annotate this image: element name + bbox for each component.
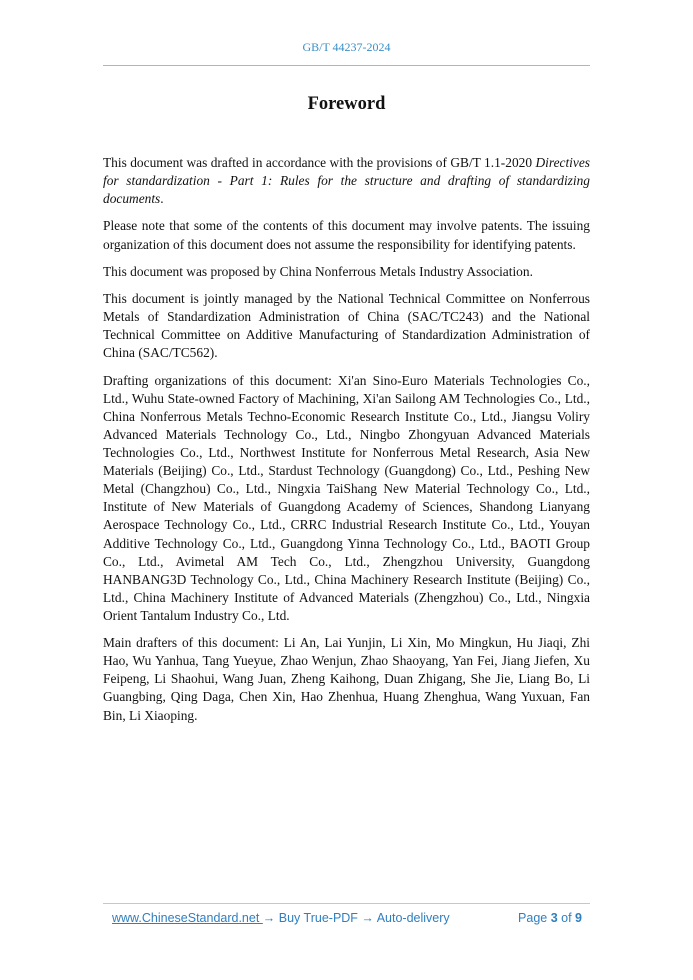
page-number: 3 [550,911,558,925]
page-total: 9 [575,911,582,925]
page-label: Page [518,911,551,925]
footer [112,911,582,925]
directive-title: Directives for standardization - Part 1: Rules for the structure and drafting of standardizing documents [103,155,590,207]
header-divider [103,65,590,66]
of-label: of [557,911,576,925]
paragraph-drafting-basis [103,154,590,208]
paragraph-proposed-by: This document was proposed by China Nonferrous Metals Industry Association. [103,263,533,279]
document-code-header: GB/T 44237-2024 [302,40,391,54]
text: This document was drafted in accordance with the provisions of GB/T 1.1-2020 [103,155,536,170]
paragraph-drafting-organizations: Drafting organizations of this document: Xi'an Sino-Euro Materials Technologies Co., Ltd., Wuhu State-owned Factory of Machining, Xi'an Sailong AM Technologies Co., Ltd., China Nonferrous Metals Techno-Economic Research Institute Co., Ltd., Jiangsu Voliry Advanced Materials Technology Co., Ltd., Ningbo Zhongyuan Advanced Materials Technologies Co., Ltd., Northwest Institute for Nonferrous Metal Research, Asia New Materials (Beijing) Co., Ltd., Stardust Technology (Guangdong) Co., Ltd., Peshing New Metal (Changzhou) Co., Ltd., Ningxia TaiShang New Material Technology Co., Ltd., Institute of New Materials of Guangdong Academy of Sciences, Shandong Lianyang Aerospace Technology Co., Ltd., CRRC Industrial Research Institute Co., Ltd., Youyan Additive Technology Co., Ltd., Guangdong Yinna Technology Co., Ltd., BAOTI Group Co., Ltd., Avimetal AM Tech Co., Ltd., Zhengzhou University, Guangdong HANBANG3D Technology Co., Ltd., China Machinery Research Institute (Beijing) Co., Ltd., China Machinery Institute of Advanced Materials (Zhengzhou) Co., Ltd., Ningxia Orient Tantalum Industry Co., Ltd. [103,372,590,623]
page-indicator [518,911,582,925]
paragraph-main-drafters: Main drafters of this document: Li An, Lai Yunjin, Li Xin, Mo Mingkun, Hu Jiaqi, Zhi Hao, Wu Yanhua, Tang Yueyue, Zhao Wenjun, Zhao Shaoyang, Yan Fei, Jiang Jiefen, Xu Feipeng, Li Shaohui, Wang Juan, Zheng Kaihong, Duan Zhigang, She Jie, Liang Bo, Li Guangbing, Qing Daga, Chen Xin, Hao Zhenhua, Huang Zhenghua, Wang Yuxuan, Fan Bin, Li Xiaoping. [103,635,590,723]
document-body [103,154,590,734]
paragraph-managed-by: This document is jointly managed by the National Technical Committee on Nonferrous Metals of Standardization Administration of China (SAC/TC243) and the National Technical Committee on Additive Manufacturing of Standardization Administration of China (SAC/TC562). [103,291,590,361]
paragraph-patents: Please note that some of the contents of this document may involve patents. The issuing organization of this document does not assume the responsibility for identifying patents. [103,218,590,252]
website-link[interactable]: www.ChineseStandard.net [112,911,263,925]
page-title: Foreword [307,94,386,114]
footer-divider [103,903,590,904]
footer-promo-text: → Buy True-PDF → Auto-delivery [262,911,450,925]
footer-promo [112,911,450,925]
text: . [160,191,164,207]
